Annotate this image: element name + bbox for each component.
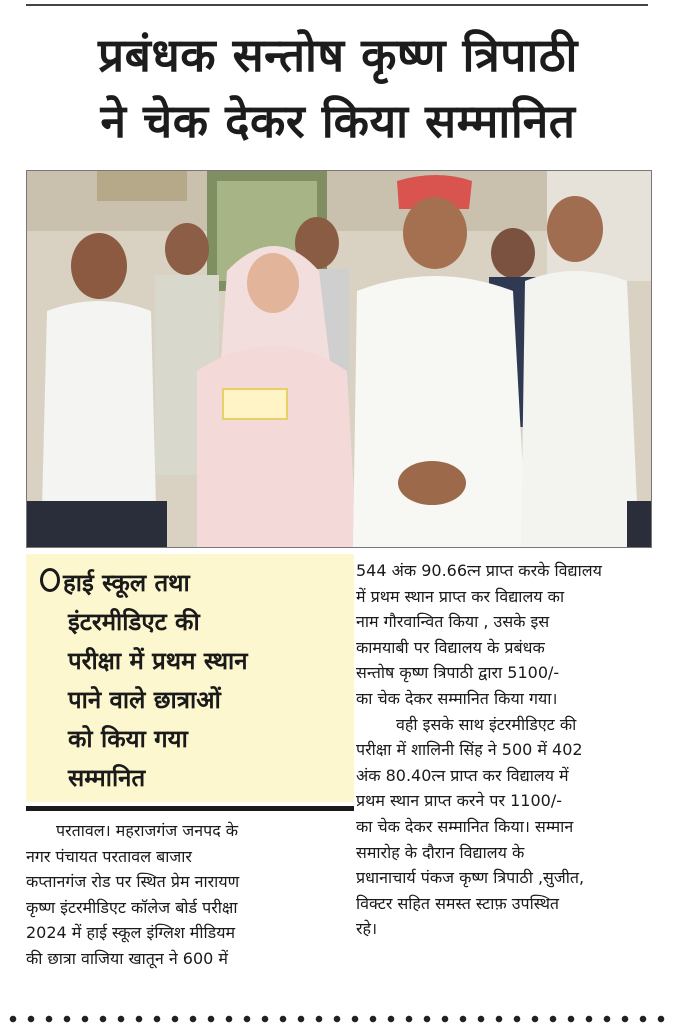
article-line: कप्तानगंज रोड पर स्थित प्रेम नारायण (26, 872, 240, 892)
headline-line-1: प्रबंधक सन्तोष कृष्ण त्रिपाठी (98, 28, 578, 82)
article-line: नाम गौरवान्वित किया , उसके इस (356, 612, 550, 632)
article-line: समारोह के दौरान विद्यालय के (356, 842, 525, 862)
article-line: रहे। (356, 919, 378, 939)
highlight-line: पाने वाले छात्राओं (68, 686, 221, 714)
article-line: का चेक देकर सम्मानित किया गया। (356, 688, 558, 708)
article-line: अंक 80.40त्न प्राप्त कर विद्यालय में (356, 765, 569, 785)
article-line: विक्टर सहित समस्त स्टाफ़ उपस्थित (356, 893, 560, 913)
article-line: प्रथम स्थान प्राप्त करने पर 1100/- (356, 791, 563, 811)
article-line: 2024 में हाई स्कूल इंग्लिश मीडियम (26, 923, 236, 943)
highlight-divider (26, 806, 354, 811)
highlight-line: हाई स्कूल तथा (63, 569, 190, 597)
group-photo-illustration (27, 171, 651, 547)
news-photo (26, 170, 652, 548)
article-line: 544 अंक 90.66त्न प्राप्त करके विद्यालय (356, 561, 602, 580)
dotted-border (0, 1014, 675, 1024)
article-line: कृष्ण इंटरमीडिएट कॉलेज बोर्ड परीक्षा (26, 897, 238, 917)
top-rule (26, 0, 648, 6)
article-line: प्रधानाचार्य पंकज कृष्ण त्रिपाठी ,सुजीत, (356, 868, 585, 888)
article-line: परीक्षा में शालिनी सिंह ने 500 में 402 (356, 740, 583, 760)
highlight-text (40, 564, 346, 798)
highlight-box (26, 554, 354, 802)
highlight-line: को किया गया (68, 725, 188, 753)
article-line: कामयाबी पर विद्यालय के प्रबंधक (356, 637, 545, 657)
headline-line-2: ने चेक देकर किया सम्मानित (100, 94, 576, 148)
article-line: सन्तोष कृष्ण त्रिपाठी द्वारा 5100/- (356, 663, 560, 683)
highlight-line: इंटरमीडिएट की (68, 608, 200, 636)
article-line: का चेक देकर सम्मानित किया। सम्मान (356, 816, 574, 836)
article-column-left (26, 818, 330, 972)
bullet-icon (40, 568, 60, 592)
article-line: वही इसके साथ इंटरमीडिएट की (396, 714, 577, 734)
article-line: नगर पंचायत परतावल बाजार (26, 846, 192, 866)
highlight-line: सम्मानित (68, 764, 146, 792)
highlight-line: परीक्षा में प्रथम स्थान (68, 647, 248, 675)
headline (14, 22, 662, 154)
article-line: में प्रथम स्थान प्राप्त कर विद्यालय का (356, 586, 565, 606)
article-column-right (356, 558, 652, 942)
article-line: परतावल। महराजगंज जनपद के (56, 821, 239, 840)
article-line: की छात्रा वाजिया खातून ने 600 में (26, 948, 228, 968)
